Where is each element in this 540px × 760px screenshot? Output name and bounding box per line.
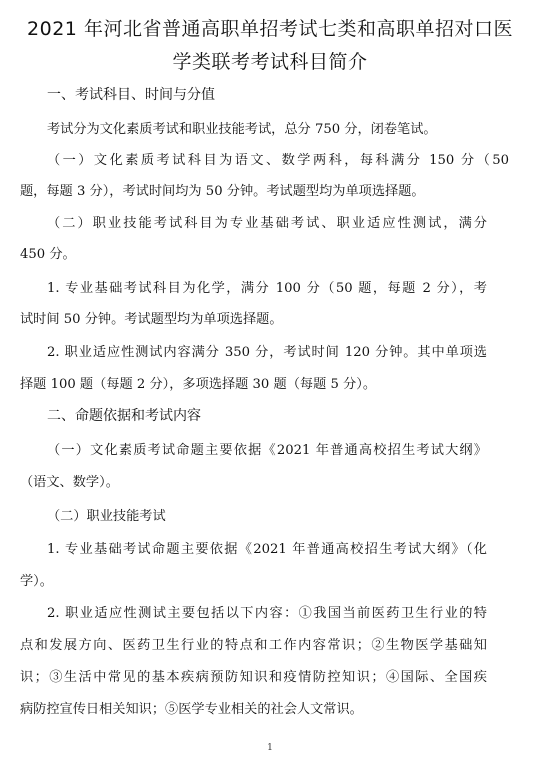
section-2-paragraph-2: （二）职业技能考试 (47, 509, 166, 524)
document-title-line-1: 2021 年河北省普通高职单招考试七类和高职单招对口医 (27, 18, 513, 40)
section-1-paragraph-2-line-2: 题，每题 3 分），考试时间均为 50 分钟。考试题型均为单项选择题。 (20, 184, 425, 199)
section-2-heading: 二、命题依据和考试内容 (47, 408, 201, 424)
section-2-paragraph-3-line-2: 学）。 (20, 574, 53, 589)
section-1-paragraph-5-line-1: 2. 职业适应性测试内容满分 350 分，考试时间 120 分钟。其中单项选 (47, 345, 487, 360)
section-1-paragraph-4-line-1: 1. 专业基础考试科目为化学，满分 100 分（50 题，每题 2 分），考 (47, 281, 487, 296)
section-1-paragraph-3-line-1: （二）职业技能考试科目为专业基础考试、职业适应性测试，满分 (47, 216, 487, 231)
section-1-heading: 一、考试科目、时间与分值 (47, 87, 215, 103)
document-title-line-2: 学类联考考试科目简介 (172, 51, 368, 73)
section-2-paragraph-4-line-3: 识；③生活中常见的基本疾病预防知识和疫情防控知识；④国际、全国疾 (20, 670, 487, 685)
section-2-paragraph-4-line-4: 病防控宣传日相关知识；⑤医学专业相关的社会人文常识。 (20, 702, 363, 717)
section-2-paragraph-1-line-1: （一）文化素质考试命题主要依据《2021 年普通高校招生考试大纲》 (47, 443, 487, 458)
section-2-paragraph-4-line-2: 点和发展方向、医药卫生行业的特点和工作内容常识；②生物医学基础知 (20, 638, 487, 653)
section-1-paragraph-1: 考试分为文化素质考试和职业技能考试，总分 750 分，闭卷笔试。 (47, 122, 437, 137)
section-1-paragraph-4-line-2: 试时间 50 分钟。考试题型均为单项选择题。 (20, 312, 283, 327)
section-1-paragraph-5-line-2: 择题 100 题（每题 2 分），多项选择题 30 题（每题 5 分）。 (20, 377, 377, 392)
section-1-paragraph-3-line-2: 450 分。 (20, 247, 76, 262)
section-1-paragraph-2-line-1: （一）文化素质考试科目为语文、数学两科，每科满分 150 分（50 (47, 153, 509, 168)
section-2-paragraph-1-line-2: （语文、数学）。 (20, 475, 119, 490)
section-2-paragraph-3-line-1: 1. 专业基础考试命题主要依据《2021 年普通高校招生考试大纲》（化 (47, 542, 487, 557)
section-2-paragraph-4-line-1: 2. 职业适应性测试主要包括以下内容：①我国当前医药卫生行业的特 (47, 606, 487, 621)
page-number: 1 (267, 743, 273, 753)
